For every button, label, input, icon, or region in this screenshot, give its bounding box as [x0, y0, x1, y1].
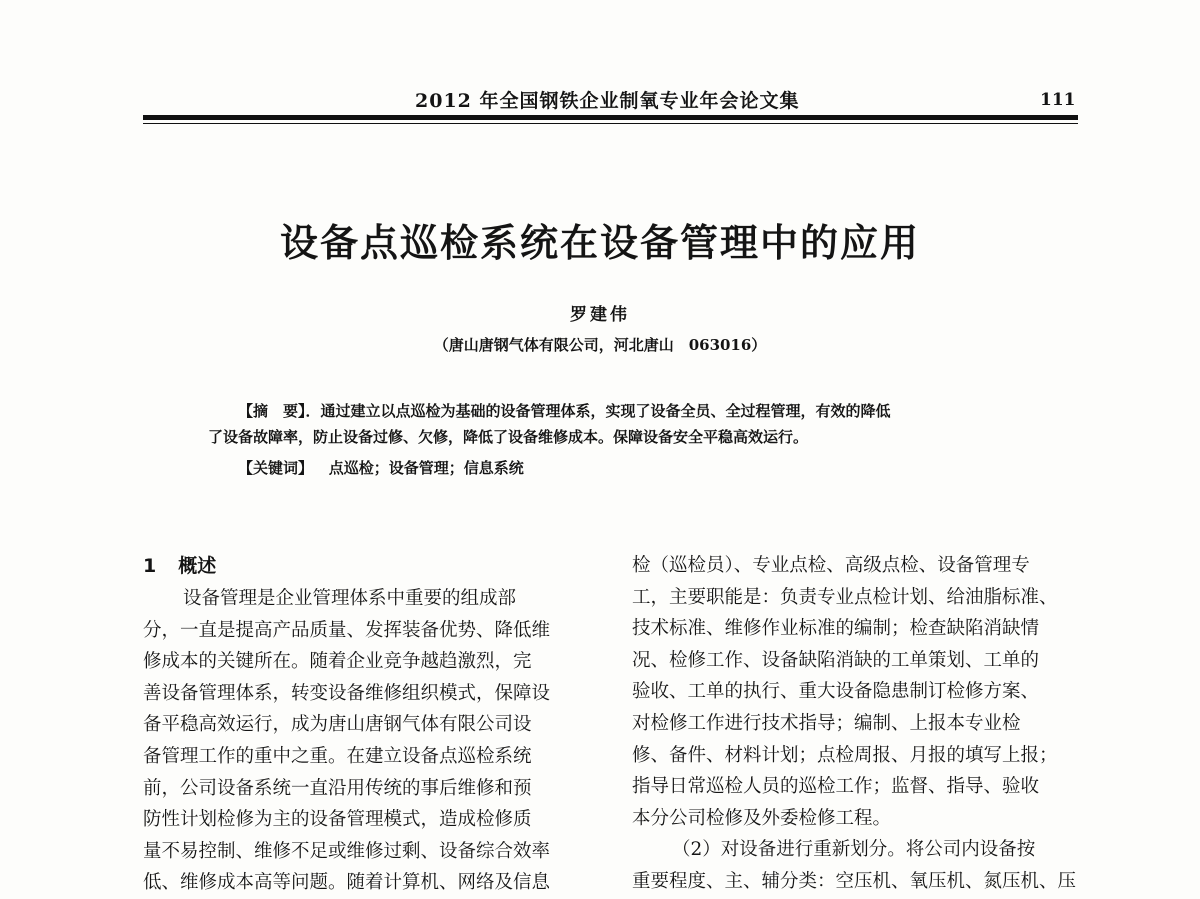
- body-line: （2）对设备进行重新划分。将公司内设备按: [672, 839, 1036, 861]
- body-line: 备平稳高效运行，成为唐山唐钢气体有限公司设: [143, 714, 532, 736]
- abstract: [208, 398, 1028, 450]
- keywords-label: 【关键词】: [238, 459, 314, 477]
- body-line: 况、检修工作、设备缺陷消缺的工单策划、工单的: [632, 649, 1040, 671]
- abstract-line-2: 了设备故障率，防止设备过修、欠修，降低了设备维修成本。保障设备安全平稳高效运行。: [208, 428, 809, 446]
- body-line: 检（巡检员）、专业点检、高级点检、设备管理专: [632, 555, 1030, 576]
- body-line: 善设备管理体系，转变设备维修组织模式，保障设: [143, 682, 551, 704]
- body-line: 分，一直是提高产品质量、发挥装备优势、降低维: [143, 619, 551, 641]
- header-rule-thin: [143, 123, 1078, 124]
- body-line: 防性计划检修为主的设备管理模式，造成检修质: [143, 809, 532, 831]
- keywords-text: 点巡检；设备管理；信息系统: [328, 459, 524, 477]
- right-column: [632, 550, 1082, 898]
- body-line: 重要程度、主、辅分类：空压机、氧压机、氮压机、压: [632, 870, 1077, 892]
- body-line: 指导日常巡检人员的巡检工作；监督、指导、验收: [632, 776, 1040, 798]
- article-author: 罗建伟: [570, 305, 630, 325]
- body-line: 修成本的关键所在。随着企业竞争越趋激烈，完: [143, 651, 532, 673]
- body-line: 设备管理是企业管理体系中重要的组成部: [183, 588, 517, 609]
- article-title: 设备点巡检系统在设备管理中的应用: [279, 220, 920, 265]
- body-line: 低、维修成本高等问题。随着计算机、网络及信息: [143, 872, 551, 894]
- section-title: 概述: [178, 555, 217, 577]
- section-number: 1: [143, 555, 157, 577]
- body-line: 对检修工作进行技术指导；编制、上报本专业检: [632, 712, 1021, 734]
- abstract-line-1: [208, 398, 1028, 424]
- left-column: [143, 583, 593, 899]
- abstract-text-1: ．通过建立以点巡检为基础的设备管理体系，实现了设备全员、全过程管理，有效的降低: [305, 402, 891, 420]
- body-line: 量不易控制、维修不足或维修过剩、设备综合效率: [143, 840, 551, 862]
- running-header: 2012 年全国钢铁企业制氧专业年会论文集: [415, 90, 800, 112]
- body-line: 前，公司设备系统一直沿用传统的事后维修和预: [143, 777, 532, 799]
- body-line: 验收、工单的执行、重大设备隐患制订检修方案、: [632, 681, 1040, 703]
- section-heading: [143, 551, 216, 578]
- body-line: 工，主要职能是：负责专业点检计划、给油脂标准、: [632, 586, 1058, 608]
- keywords: [238, 457, 524, 478]
- body-line: 备管理工作的重中之重。在建立设备点巡检系统: [143, 745, 532, 767]
- header-rule-thick: [143, 115, 1078, 120]
- author-affiliation: （唐山唐钢气体有限公司，河北唐山 063016）: [433, 336, 767, 354]
- page-number: 111: [1040, 90, 1076, 110]
- body-line: 技术标准、维修作业标准的编制；检查缺陷消缺情: [632, 618, 1040, 640]
- body-line: 本分公司检修及外委检修工程。: [632, 807, 892, 829]
- abstract-label: 【摘 要】: [238, 402, 306, 420]
- body-line: 修、备件、材料计划；点检周报、月报的填写上报；: [632, 744, 1058, 766]
